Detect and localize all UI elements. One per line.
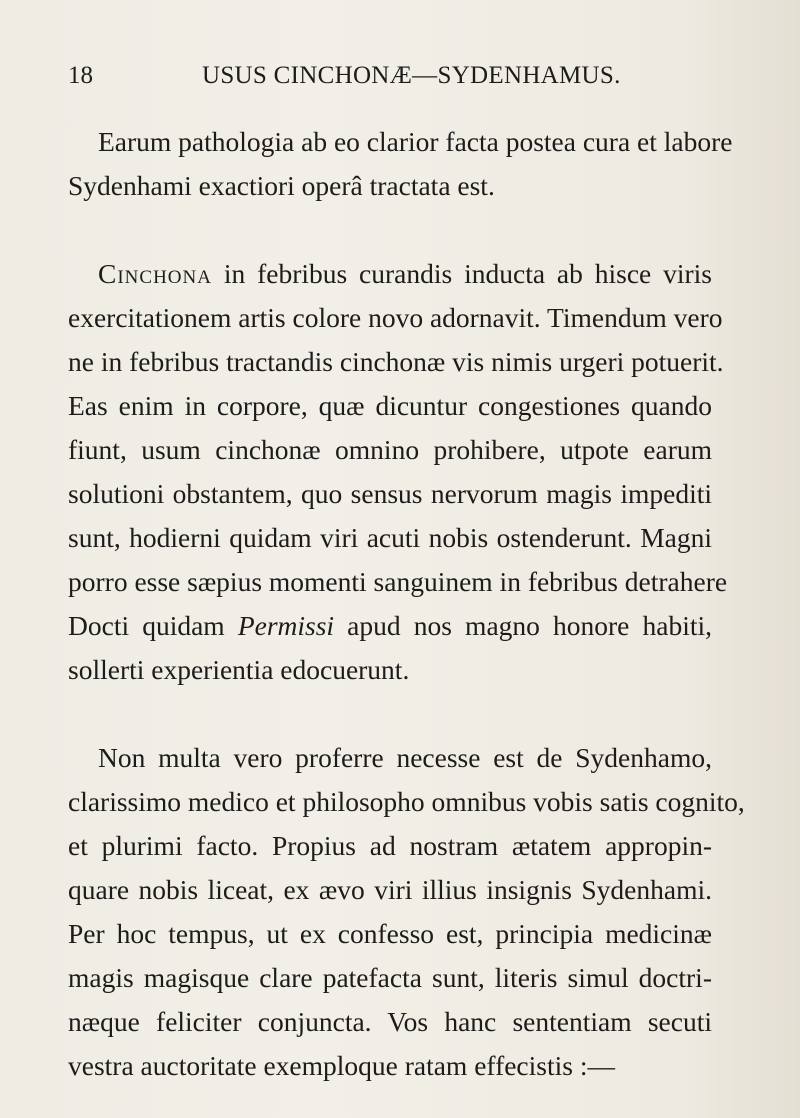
paragraph-1 <box>68 120 733 208</box>
text-line: solutioni obstantem, quo sensus nervorum magis impediti <box>68 478 712 509</box>
text-line: clarissimo medico et philosopho omnibus vobis satis cognito, <box>68 786 745 817</box>
text-line: et plurimi facto. Propius ad nostram ætatem appropin- <box>68 830 712 861</box>
body-text <box>68 120 745 1088</box>
text-fragment: apud nos magno honore habiti, <box>334 610 712 641</box>
text-line: sollerti experientia edocuerunt. <box>68 654 410 685</box>
text-line: Sydenhami exactiori operâ tractata est. <box>68 170 495 201</box>
text-line: vestra auctoritate exemploque ratam effecistis :— <box>68 1050 615 1081</box>
page-header <box>68 58 768 94</box>
text-line: quare nobis liceat, ex ævo viri illius insignis Sydenhami. <box>68 874 712 905</box>
page-number: 18 <box>68 62 93 89</box>
running-head: USUS CINCHONÆ—SYDENHAMUS. <box>202 62 621 89</box>
text-line: sunt, hodierni quidam viri acuti nobis ostenderunt. Magni <box>68 522 712 553</box>
paragraph-gap <box>68 692 712 736</box>
text-fragment: in febribus curandis inducta ab hisce viris <box>211 258 712 289</box>
text-line: næque feliciter conjuncta. Vos hanc sententiam secuti <box>68 1006 712 1037</box>
small-caps-word: Cinchona <box>98 258 212 289</box>
text-line: magis magisque clare patefacta sunt, literis simul doctri- <box>68 962 712 993</box>
text-line: ne in febribus tractandis cinchonæ vis nimis urgeri potuerit. <box>68 346 724 377</box>
italic-name: Permissi <box>237 610 335 641</box>
text-line <box>68 604 712 648</box>
text-line <box>68 252 712 296</box>
paragraph-gap <box>68 208 712 252</box>
text-fragment: Docti quidam <box>68 610 238 641</box>
paragraph-3 <box>68 736 745 1088</box>
text-line: porro esse sæpius momenti sanguinem in febribus detrahere <box>68 566 728 597</box>
text-line: fiunt, usum cinchonæ omnino prohibere, utpote earum <box>68 434 712 465</box>
text-line: Eas enim in corpore, quæ dicuntur congestiones quando <box>68 390 712 421</box>
text-line: Non multa vero proferre necesse est de Sydenhamo, <box>98 742 712 773</box>
paragraph-2 <box>68 252 728 692</box>
text-line: exercitationem artis colore novo adornavit. Timendum vero <box>68 302 723 333</box>
text-line: Earum pathologia ab eo clarior facta postea cura et labore <box>98 126 733 157</box>
text-line: Per hoc tempus, ut ex confesso est, principia medicinæ <box>68 918 712 949</box>
